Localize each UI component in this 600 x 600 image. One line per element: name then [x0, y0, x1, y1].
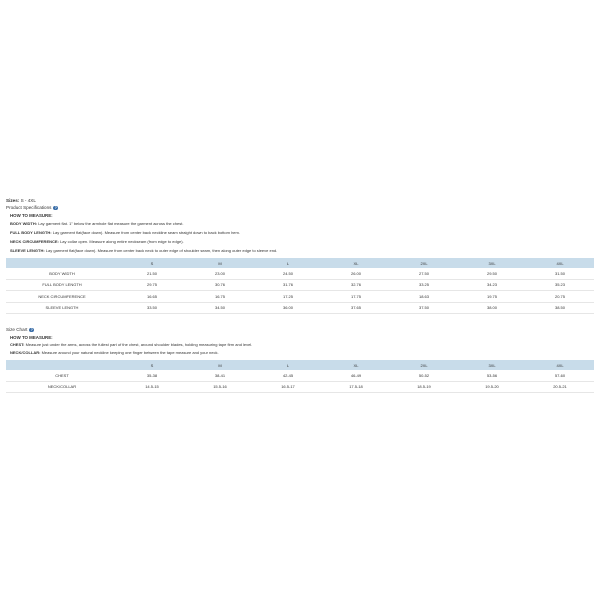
table-cell: 37.50 [390, 302, 458, 314]
table-cell: 16.75 [186, 291, 254, 303]
column-header: L [254, 258, 322, 268]
size-chart-title [6, 327, 594, 333]
table-cell: 46-49 [322, 370, 390, 381]
size-chart-how-to-measure: HOW TO MEASURE: [10, 335, 53, 340]
table-row [6, 268, 594, 279]
instruction-sleeve-length [10, 246, 594, 255]
table-cell: 42-45 [254, 370, 322, 381]
table-cell: 18.63 [390, 291, 458, 303]
size-chart-title-text: Size Chart [6, 327, 28, 332]
table-cell: 30.76 [186, 279, 254, 291]
row-label: FULL BODY LENGTH [6, 279, 118, 291]
table-cell: 20.5-21 [526, 381, 594, 393]
section-spacer [6, 314, 594, 326]
table-cell: 33.25 [390, 279, 458, 291]
instruction-text: Measure just under the arms, across the fullest part of the chest, around shoulder blades, holding measuring tape firm and level. [25, 342, 253, 347]
instruction-text: Lay garment flat(face down). Measure from center back neckline seam straight down to back bottom hem. [52, 230, 240, 235]
instruction-label: SLEEVE LENGTH: [10, 248, 45, 253]
table-cell: 50-52 [390, 370, 458, 381]
column-header: M [186, 360, 254, 370]
column-header: XL [322, 360, 390, 370]
table-row [6, 302, 594, 314]
instruction-full-body-length [10, 228, 594, 237]
table-cell: 53-56 [458, 370, 526, 381]
instruction-text: Lay garment flat(face down). Measure from center back neck to outer edge of shoulder seam, then along outer edge to sleeve end. [45, 248, 278, 253]
table-cell: 34.50 [186, 302, 254, 314]
table-cell: 20.75 [526, 291, 594, 303]
column-header: L [254, 360, 322, 370]
table-cell: 33.50 [118, 302, 186, 314]
column-header [6, 360, 118, 370]
instruction-label: BODY WIDTH: [10, 221, 38, 226]
column-header: S [118, 258, 186, 268]
instruction-neck-circumference [10, 237, 594, 246]
table-cell: 16.5-17 [254, 381, 322, 393]
column-header: 4XL [526, 258, 594, 268]
product-specs-title [6, 205, 594, 211]
column-header: 4XL [526, 360, 594, 370]
column-header: 2XL [390, 360, 458, 370]
table-cell: 32.76 [322, 279, 390, 291]
table-cell: 38.50 [526, 302, 594, 314]
table-cell: 15.5-16 [186, 381, 254, 393]
question-circle-icon[interactable]: ? [30, 327, 33, 332]
instruction-label: NECK/COLLAR: [10, 350, 41, 355]
table-cell: 31.50 [526, 268, 594, 279]
table-cell: 57-60 [526, 370, 594, 381]
table-cell: 19.5-20 [458, 381, 526, 393]
instruction-text: Lay garment flat. 1" below the armhole flat measure the garment across the chest. [38, 221, 184, 226]
table-cell: 17.5-18 [322, 381, 390, 393]
table-cell: 35.23 [526, 279, 594, 291]
instruction-label: CHEST: [10, 342, 25, 347]
table-row [6, 291, 594, 303]
instruction-chest [10, 341, 594, 349]
table-cell: 17.75 [322, 291, 390, 303]
question-circle-icon[interactable]: ? [54, 205, 57, 210]
table-cell: 34.23 [458, 279, 526, 291]
row-label: NECK CIRCUMFERENCE [6, 291, 118, 303]
table-cell: 27.50 [390, 268, 458, 279]
column-header [6, 258, 118, 268]
table-header-row [6, 360, 594, 370]
table-cell: 35-38 [118, 370, 186, 381]
column-header: M [186, 258, 254, 268]
table-cell: 24.50 [254, 268, 322, 279]
instruction-label: FULL BODY LENGTH: [10, 230, 52, 235]
table-cell: 38.00 [458, 302, 526, 314]
size-chart-instructions [6, 335, 594, 357]
table-cell: 23.00 [186, 268, 254, 279]
size-guide [6, 198, 594, 393]
table-header-row [6, 258, 594, 268]
table-cell: 19.75 [458, 291, 526, 303]
sizes-line [6, 198, 594, 204]
sizes-label: Sizes: [6, 198, 20, 203]
product-specs-title-text: Product Specifications [6, 205, 52, 210]
column-header: 3XL [458, 360, 526, 370]
row-label: CHEST [6, 370, 118, 381]
table-cell: 26.00 [322, 268, 390, 279]
column-header: XL [322, 258, 390, 268]
column-header: S [118, 360, 186, 370]
table-cell: 37.65 [322, 302, 390, 314]
row-label: NECK/COLLAR [6, 381, 118, 393]
product-specs-instructions [6, 213, 594, 255]
table-cell: 21.50 [118, 268, 186, 279]
table-cell: 29.75 [118, 279, 186, 291]
table-row [6, 279, 594, 291]
column-header: 3XL [458, 258, 526, 268]
product-specs-table [6, 258, 594, 314]
table-cell: 18.5-19 [390, 381, 458, 393]
table-cell: 17.25 [254, 291, 322, 303]
product-specs-how-to-measure: HOW TO MEASURE: [10, 213, 53, 218]
table-cell: 14.5-15 [118, 381, 186, 393]
row-label: BODY WIDTH [6, 268, 118, 279]
table-row [6, 381, 594, 393]
table-cell: 31.76 [254, 279, 322, 291]
table-row [6, 370, 594, 381]
table-cell: 29.50 [458, 268, 526, 279]
instruction-neck-collar [10, 349, 594, 357]
instruction-text: Lay collar open. Measure along entire neckseam (from edge to edge). [60, 239, 184, 244]
instruction-label: NECK CIRCUMFERENCE: [10, 239, 59, 244]
sizes-value: S - 4XL [20, 198, 36, 203]
instruction-body-width [10, 219, 594, 228]
table-cell: 36.00 [254, 302, 322, 314]
row-label: SLEEVE LENGTH [6, 302, 118, 314]
table-cell: 16.65 [118, 291, 186, 303]
column-header: 2XL [390, 258, 458, 268]
instruction-text: Measure around your natural neckline keeping one finger between the tape measure and your neck. [41, 350, 219, 355]
size-chart-table [6, 360, 594, 393]
table-cell: 38-41 [186, 370, 254, 381]
